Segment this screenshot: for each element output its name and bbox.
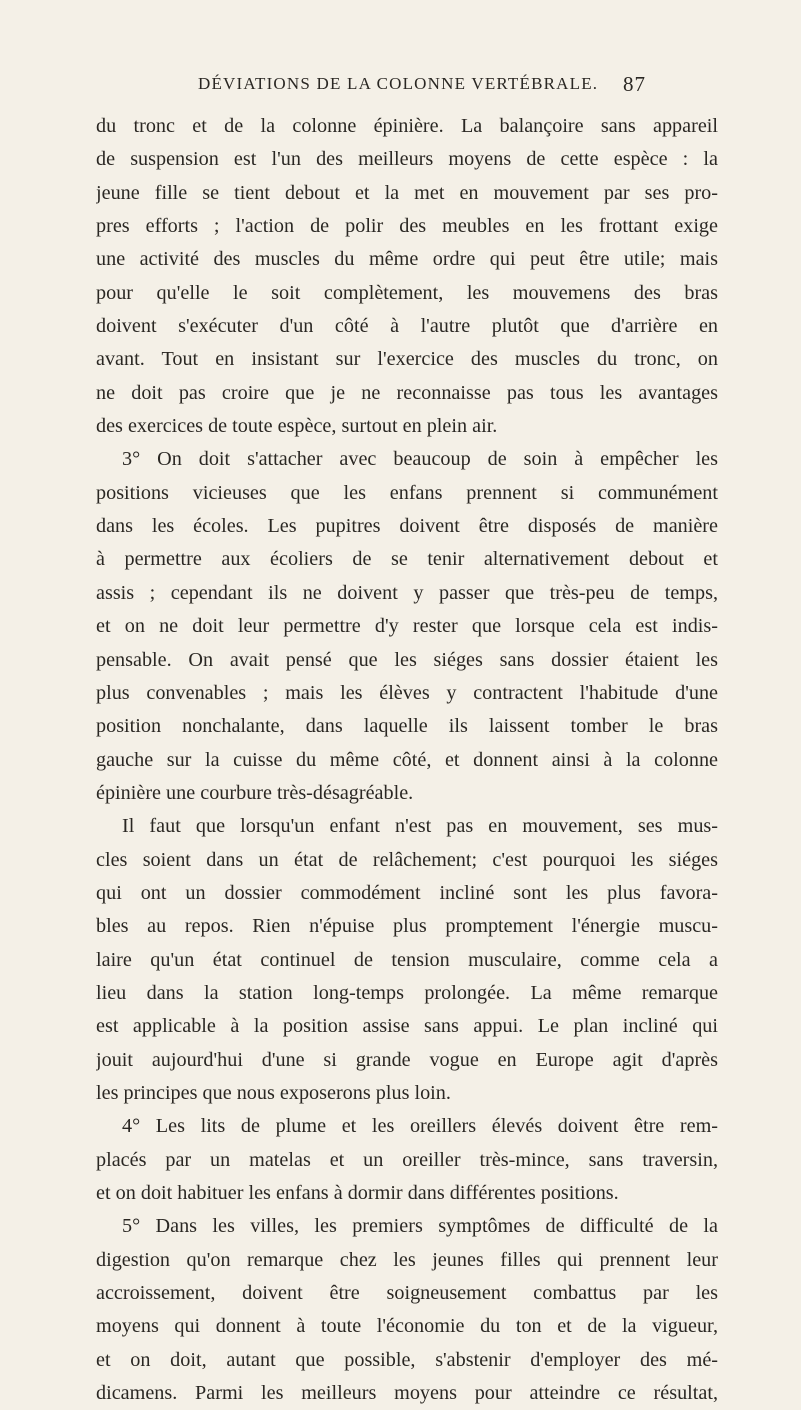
text-line: positions vicieuses que les enfans prennent si communément xyxy=(96,481,718,504)
text-line: et on doit habituer les enfans à dormir dans différentes positions. xyxy=(96,1182,619,1204)
text-line: assis ; cependant ils ne doivent y passer que très-peu de temps, xyxy=(96,581,718,604)
text-line: pres efforts ; l'action de polir des meubles en les frottant exige xyxy=(96,215,718,238)
text-line: avant. Tout en insistant sur l'exercice des muscles du tronc, on xyxy=(96,348,718,371)
text-line: qui ont un dossier commodément incliné sont les plus favora- xyxy=(96,881,718,904)
text-line: moyens qui donnent à toute l'économie du ton et de la vigueur, xyxy=(96,1315,718,1338)
text-line: épinière une courbure très-désagréable. xyxy=(96,781,414,804)
text-line: à permettre aux écoliers de se tenir alternativement debout et xyxy=(96,548,718,571)
text-line: position nonchalante, dans laquelle ils laissent tomber le bras xyxy=(96,715,718,738)
text-line: ne doit pas croire que je ne reconnaisse pas tous les avantages xyxy=(96,381,718,404)
text-line: gauche sur la cuisse du même côté, et donnent ainsi à la colonne xyxy=(96,748,718,771)
text-line: les principes que nous exposerons plus loin. xyxy=(96,1081,451,1104)
text-line: Il faut que lorsqu'un enfant n'est pas en mouvement, ses mus- xyxy=(122,815,718,838)
text-line: et on doit, autant que possible, s'abstenir d'employer des mé- xyxy=(96,1348,718,1371)
text-line: pensable. On avait pensé que les siéges sans dossier étaient les xyxy=(96,648,718,671)
text-line: et on ne doit leur permettre d'y rester que lorsque cela est indis- xyxy=(96,615,718,638)
text-line: digestion qu'on remarque chez les jeunes filles qui prennent leur xyxy=(96,1248,718,1271)
text-line: des exercices de toute espèce, surtout en plein air. xyxy=(96,415,498,438)
text-line: plus convenables ; mais les élèves y contractent l'habitude d'une xyxy=(96,681,718,704)
text-line: 5° Dans les villes, les premiers symptômes de difficulté de la xyxy=(122,1215,718,1238)
text-line: laire qu'un état continuel de tension musculaire, comme cela a xyxy=(96,948,718,971)
text-line: jeune fille se tient debout et la met en mouvement par ses pro- xyxy=(96,181,718,204)
running-title: DÉVIATIONS DE LA COLONNE VERTÉBRALE. xyxy=(198,74,599,93)
text-line: une activité des muscles du même ordre qui peut être utile; mais xyxy=(96,248,718,271)
text-line: de suspension est l'un des meilleurs moyens de cette espèce : la xyxy=(96,148,718,171)
page-number: 87 xyxy=(623,72,646,96)
text-line: pour qu'elle le soit complètement, les mouvemens des bras xyxy=(96,281,718,304)
text-line: doivent s'exécuter d'un côté à l'autre plutôt que d'arrière en xyxy=(96,315,718,338)
text-line: dicamens. Parmi les meilleurs moyens pour atteindre ce résultat, xyxy=(96,1382,718,1405)
body-text xyxy=(96,110,718,1410)
text-line: accroissement, doivent être soigneusement combattus par les xyxy=(96,1282,718,1305)
text-line: cles soient dans un état de relâchement; c'est pourquoi les siéges xyxy=(96,848,718,871)
text-line: est applicable à la position assise sans appui. Le plan incliné qui xyxy=(96,1015,718,1038)
text-line: du tronc et de la colonne épinière. La balançoire sans appareil xyxy=(96,115,718,137)
text-line: 4° Les lits de plume et les oreillers élevés doivent être rem- xyxy=(122,1115,718,1138)
text-line: bles au repos. Rien n'épuise plus promptement l'énergie muscu- xyxy=(96,915,718,938)
text-line: jouit aujourd'hui d'une si grande vogue en Europe agit d'après xyxy=(96,1048,718,1071)
text-line: placés par un matelas et un oreiller très-mince, sans traversin, xyxy=(96,1148,718,1171)
text-line: dans les écoles. Les pupitres doivent être disposés de manière xyxy=(96,515,718,538)
text-line: 3° On doit s'attacher avec beaucoup de soin à empêcher les xyxy=(122,448,718,471)
text-line: lieu dans la station long-temps prolongée. La même remarque xyxy=(96,981,718,1004)
